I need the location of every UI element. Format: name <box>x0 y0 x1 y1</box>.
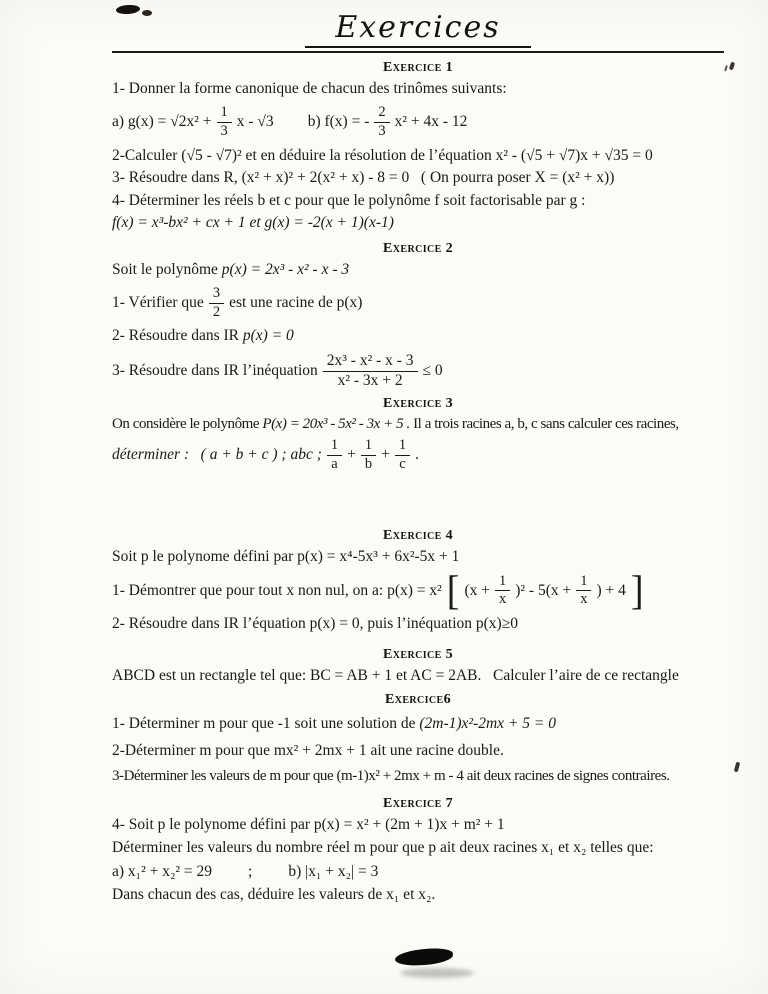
fraction-one-over-x: $\frac{1}{x}$ <box>576 574 591 608</box>
ex1-q1a-pre: a) g(x) = √2x² + <box>112 113 212 131</box>
ex2-q3 <box>112 353 724 389</box>
ex2-intro-text: Soit le polynôme <box>112 260 218 278</box>
ex2-q3-post: ≤ 0 <box>422 361 443 379</box>
ex3-line1 <box>112 415 724 435</box>
exercise-3-header: Exercice 3 <box>383 396 453 412</box>
fraction-one-over-c: $\frac{1}{c}$ <box>395 438 410 472</box>
ex6-q1-pre: 1- Déterminer m pour que -1 soit une solution de <box>112 715 416 733</box>
ex3-line1-pre: On considère le polynôme <box>112 416 260 433</box>
ex6-q1 <box>112 714 724 734</box>
ex2-q2-pre: 2- Résoudre dans IR <box>112 327 239 345</box>
ex1-q4-equations: f(x) = x³-bx² + cx + 1 et g(x) = -2(x + 1)(x-1) <box>112 214 394 232</box>
fraction-one-over-a: $\frac{1}{a}$ <box>327 438 342 472</box>
exercise-6 <box>112 692 724 787</box>
ex2-intro-equation: p(x) = 2x³ - x² - x - 3 <box>221 260 350 278</box>
ex3-line1-post: Il a trois racines a, b, c sans calculer ces racines, <box>413 416 679 433</box>
ex4-q1-pre: 1- Démontrer que pour tout x non nul, on a: p(x) = x² <box>112 581 442 599</box>
ex2-q1-pre: 1- Vérifier que <box>112 293 204 311</box>
ex2-q3-pre: 3- Résoudre dans IR l’inéquation <box>112 361 318 379</box>
exercise-6-header: Exercice6 <box>384 692 452 708</box>
ex1-q1a-post: x - √3 <box>236 113 274 131</box>
ex7-case-b: b) |x₁ + x₂| = 3 <box>288 862 379 880</box>
ex4-q1-inner-post: ) + 4 <box>596 581 626 599</box>
ex4-intro: Soit p le polynome défini par p(x) = x⁴-5x³ + 6x²-5x + 1 <box>112 548 460 566</box>
ex2-intro <box>112 260 724 280</box>
scan-artifact-bottom-shadow <box>400 968 474 978</box>
ex3-line1-equation: P(x) = 20x³ - 5x² - 3x + 5 . <box>262 416 410 433</box>
ex1-q1b-pre: b) f(x) = - <box>307 113 370 131</box>
exercise-2-header: Exercice 2 <box>383 240 453 256</box>
plus-sign: + <box>347 445 356 463</box>
page-title: Exercices <box>305 10 530 48</box>
fraction-two-thirds: $\frac{2}{3}$ <box>374 105 389 139</box>
ex4-q1 <box>112 568 724 614</box>
ex4-q1-inner-pre: (x + <box>464 581 490 599</box>
fraction-three-halves: $\frac{3}{2}$ <box>209 286 224 320</box>
scan-artifact-top-right <box>729 62 735 71</box>
fraction-one-third: $\frac{1}{3}$ <box>217 105 232 139</box>
ex6-q1-equation: (2m-1)x²-2mx + 5 = 0 <box>419 715 556 733</box>
ex4-q2: 2- Résoudre dans IR l’équation p(x) = 0, puis l’inéquation p(x)≥0 <box>112 615 518 633</box>
ex1-q3: 3- Résoudre dans R, (x² + x)² + 2(x² + x) - 8 = 0 ( On pourra poser X = (x² + x)) <box>112 169 615 187</box>
fraction-one-over-b: $\frac{1}{b}$ <box>361 438 376 472</box>
ex3-line2-post: . <box>415 445 419 463</box>
exercise-4-header: Exercice 4 <box>383 528 453 544</box>
ex2-q2-equation: p(x) = 0 <box>242 327 294 345</box>
exercise-3 <box>112 396 724 472</box>
scan-artifact-right <box>734 762 740 773</box>
ex1-q1-math <box>112 105 724 139</box>
fraction-rational-inequality: $\frac{\text{2x³ - x² - x - 3}}{\text{x² - 3x + 2}}$ <box>323 353 418 389</box>
ex1-q4: 4- Déterminer les réels b et c pour que le polynôme f soit factorisable par g : <box>112 191 586 209</box>
ex7-q4: 4- Soit p le polynome défini par p(x) = x² + (2m + 1)x + m² + 1 <box>112 815 505 833</box>
ex4-q1-inner-mid: )² - 5(x + <box>515 581 572 599</box>
exercise-5 <box>112 647 724 686</box>
open-bracket: [ <box>446 568 460 614</box>
ex7-line4: Dans chacun des cas, déduire les valeurs de x₁ et x₂. <box>112 886 436 904</box>
ex7-separator: ; <box>248 862 253 880</box>
plus-sign: + <box>381 445 390 463</box>
ex7-line2: Déterminer les valeurs du nombre réel m pour que p ait deux racines x₁ et x₂ telles que: <box>112 839 654 857</box>
exercise-1-header: Exercice 1 <box>383 60 453 75</box>
ex2-q1-post: est une racine de p(x) <box>229 293 363 311</box>
ex1-q1b-post: x² + 4x - 12 <box>394 113 468 131</box>
ex1-q1: 1- Donner la forme canonique de chacun des trinômes suivants: <box>112 80 507 97</box>
fraction-one-over-x: $\frac{1}{x}$ <box>495 574 510 608</box>
exercise-4 <box>112 528 724 634</box>
ex3-line2-pre: déterminer : ( a + b + c ) ; abc ; <box>112 445 322 463</box>
exercise-5-header: Exercice 5 <box>383 646 453 662</box>
content <box>112 6 724 909</box>
exercise-7-header: Exercice 7 <box>383 795 453 811</box>
exercise-2 <box>112 241 724 390</box>
ex1-q2: 2-Calculer (√5 - √7)² et en déduire la résolution de l’équation x² - (√5 + √7)x + √35 = 0 <box>112 146 653 164</box>
title-row <box>112 10 724 48</box>
ex6-q3: 3-Déterminer les valeurs de m pour que (m-1)x² + 2mx + m - 4 ait deux racines de signes contraires. <box>112 767 670 784</box>
ex2-q1 <box>112 286 724 320</box>
title-divider <box>112 51 724 53</box>
exercise-1 <box>112 60 724 234</box>
ex3-line2 <box>112 438 724 472</box>
ex7-line3 <box>112 862 724 882</box>
close-bracket: ] <box>630 568 644 614</box>
ex7-case-a: a) x₁² + x₂² = 29 <box>112 862 213 880</box>
ex6-q2: 2-Déterminer m pour que mx² + 2mx + 1 ait une racine double. <box>112 741 504 759</box>
ex2-q2 <box>112 326 724 346</box>
ex5-line1: ABCD est un rectangle tel que: BC = AB + 1 et AC = 2AB. Calculer l’aire de ce rectangle <box>112 666 679 684</box>
scan-artifact-bottom <box>395 947 454 967</box>
exercise-7 <box>112 796 724 906</box>
